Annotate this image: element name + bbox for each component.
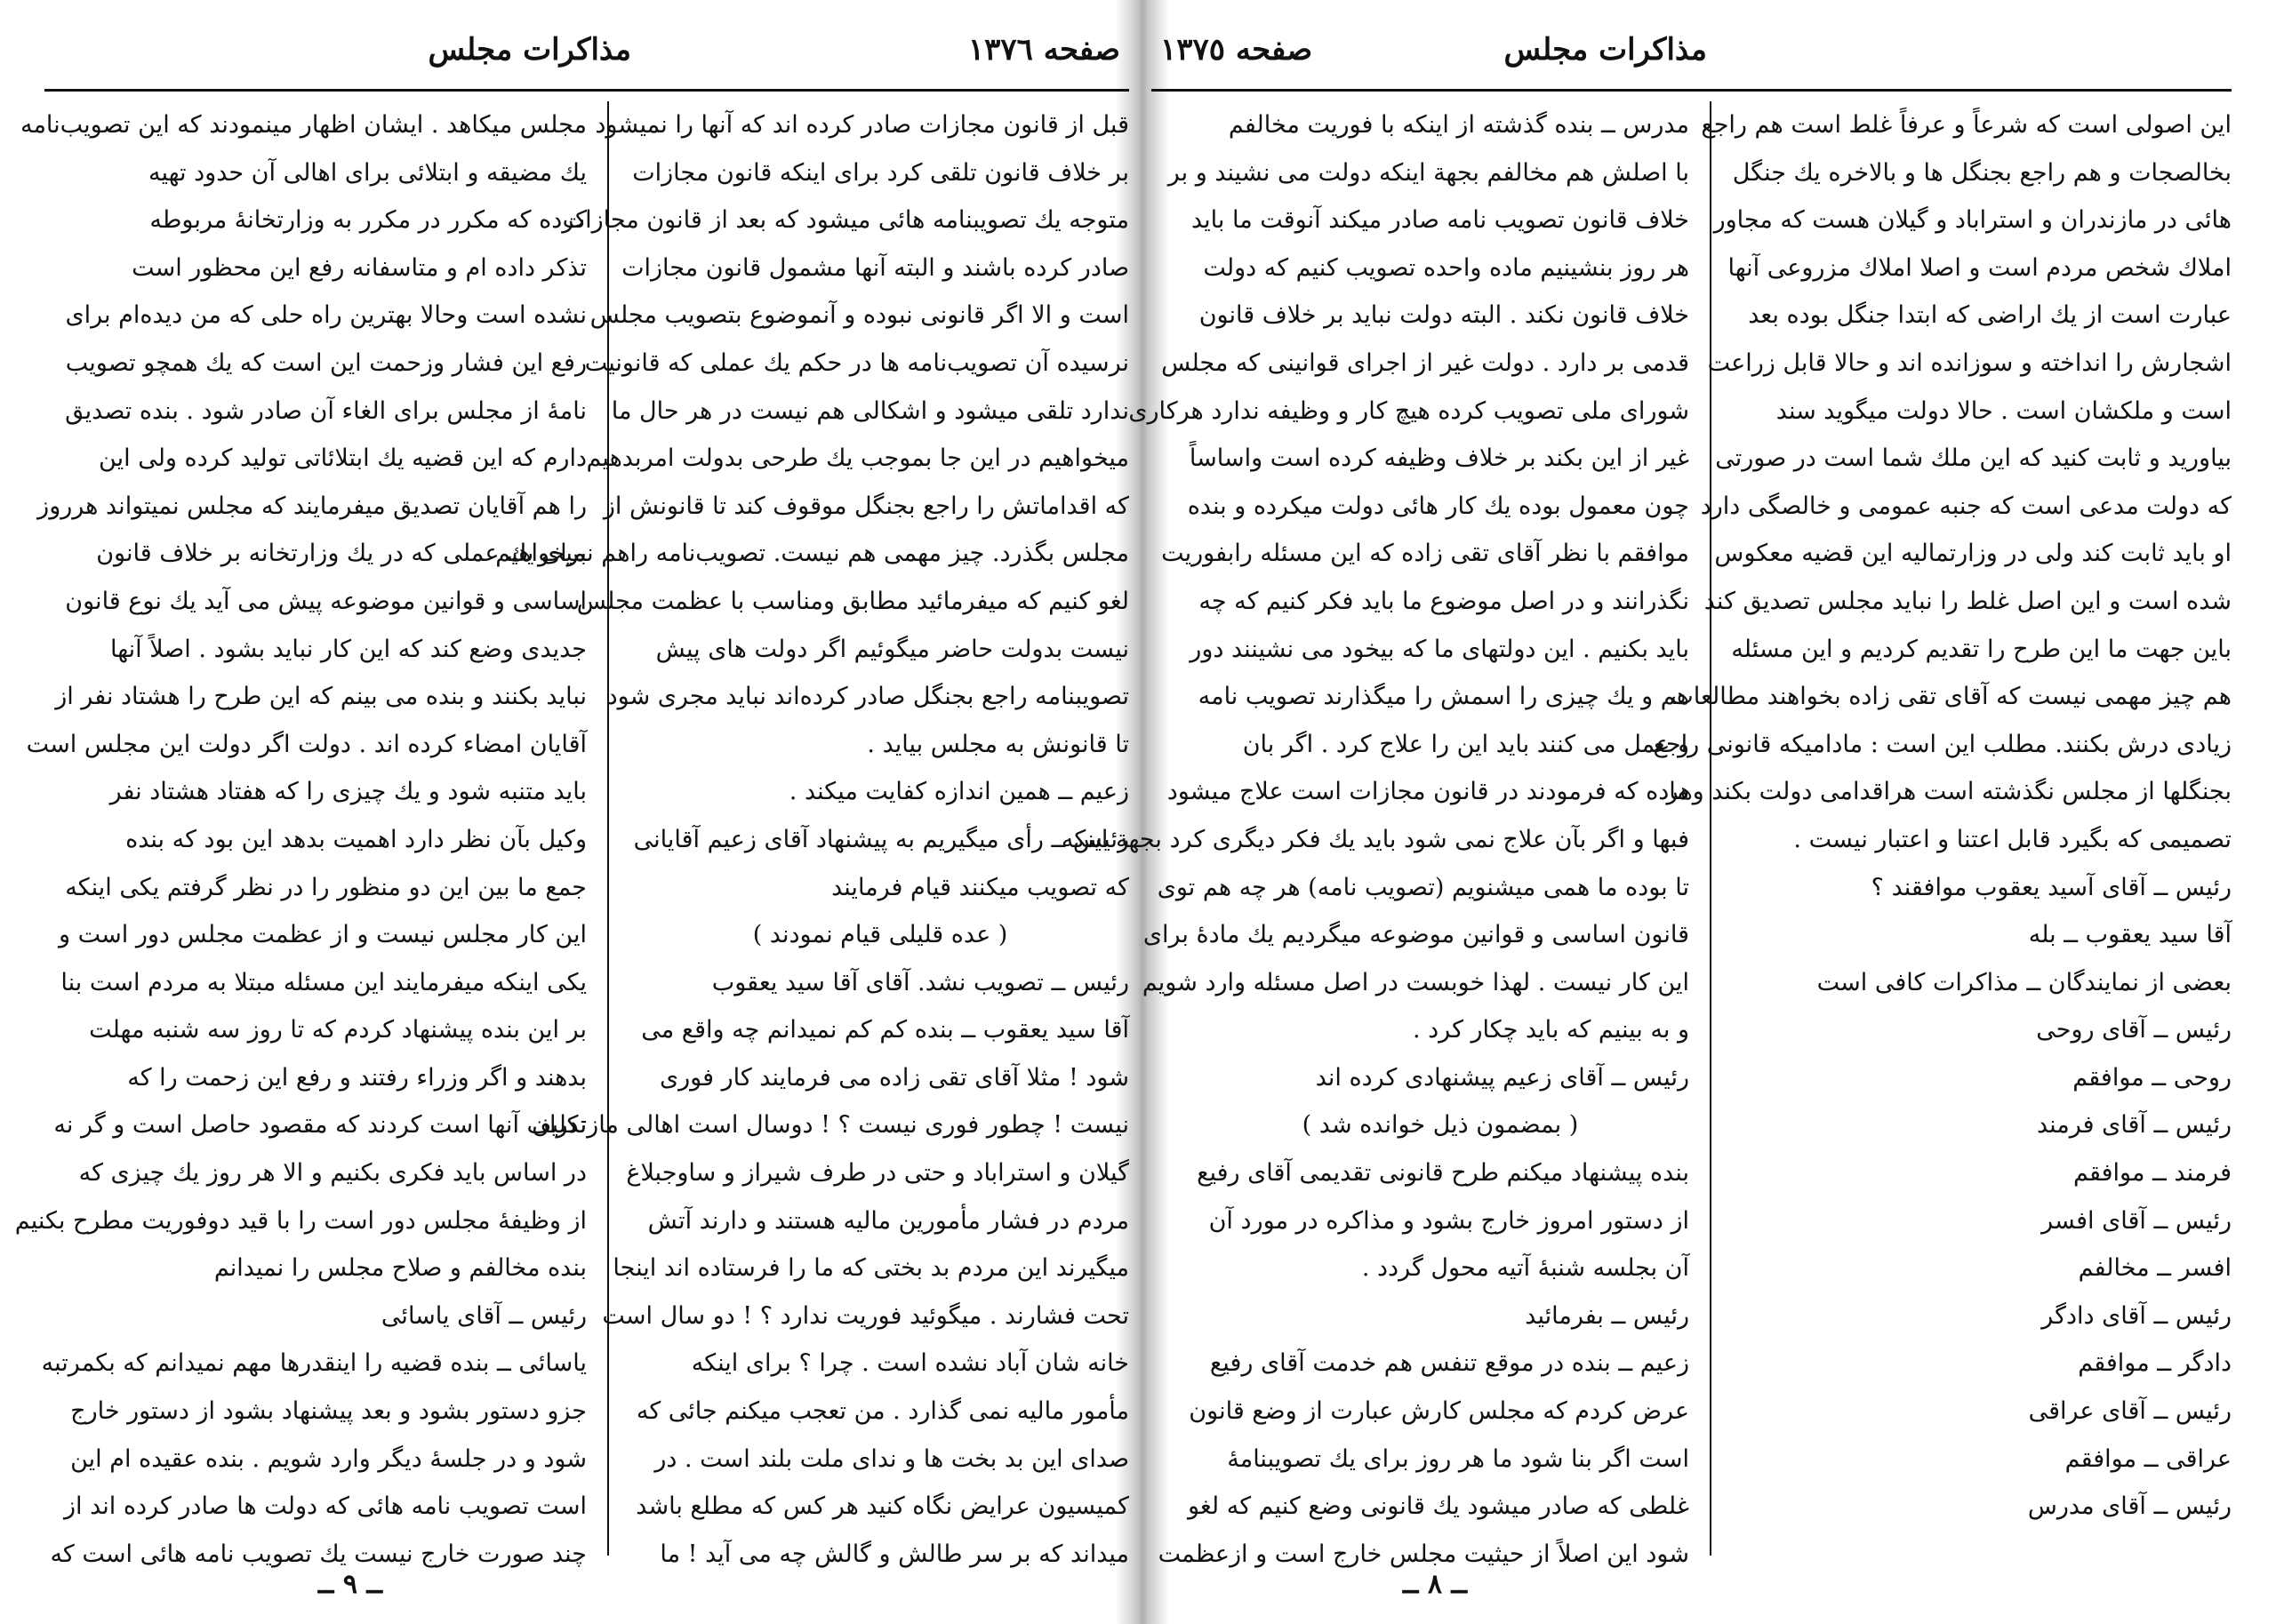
text-line: بر خلاف قانون تلقی کرد برای اینکه قانون مجازات [632, 158, 1129, 187]
text-line: رئیس ــ رأی میگیریم به پیشنهاد آقای زعیم آقایانی [633, 825, 1129, 853]
text-line: مردم در فشار مأمورین مالیه هستند و دارند آتش [647, 1206, 1129, 1235]
text-line: خلاف قانون نکند . البته دولت نباید بر خلاف قانون [1198, 301, 1689, 330]
text-columns [14, 101, 1129, 1568]
column-right [495, 101, 1129, 1568]
text-line: نباید بکنند و بنده می بینم که این طرح را هشتاد نفر از [55, 683, 587, 711]
text-line: نیست بدولت حاضر میگوئیم اگر دولت های پیش [655, 635, 1129, 663]
text-line: غیر از این بکند بر خلاف وظیفه کرده است واساساً [1189, 444, 1689, 473]
text-line: خلاف قانون تصویب نامه صادر میکند آنوقت ما باید [1190, 206, 1689, 235]
text-line: رئیس ــ بفرمائید [1525, 1301, 1689, 1330]
text-line: قدمی بر دارد . دولت غیر از اجرای قوانینی که مجلس [1161, 348, 1689, 377]
text-line: با اصلش هم مخالفم بجهة اینکه دولت می نشیند و بر [1167, 158, 1689, 187]
text-line: تا بوده ما همی میشنویم (تصویب نامه) هر چه هم توی [1157, 873, 1689, 901]
text-line: صادر کرده باشند و البته آنها مشمول قانون مجازات [621, 253, 1129, 282]
text-line: رئیس ــ آقای دادگر [2041, 1301, 2232, 1330]
text-line: ندارد تلقی میشود و اشکالی هم نیست در هر حال ما [611, 396, 1129, 425]
text-line: رئیس ــ آقای آسید یعقوب موافقند ؟ [1871, 873, 2232, 901]
text-line: تذکر داده ام و متاسفانه رفع این محظور است [132, 253, 587, 282]
text-line: این اصولی است که شرعاً و عرفاً غلط است هم راجع [1701, 111, 2232, 139]
text-line: شود ! مثلا آقای تقی زاده می فرمایند کار فوری [659, 1063, 1129, 1092]
text-line: رئیس ــ آقای عراقی [2028, 1397, 2232, 1426]
text-line: برای یك عملی که در یك وزارتخانه بر خلاف قانون [96, 540, 587, 568]
text-line: تکلیف آنها است کردند که مقصود حاصل است و گر نه [53, 1111, 587, 1140]
text-line: آقا سید یعقوب ــ بله [2028, 921, 2232, 949]
text-line: است و ملکشان است . حالا دولت میگوید سند [1775, 396, 2232, 425]
text-line: بدهند و اگر وزراء رفتند و رفع این زحمت را که [127, 1063, 587, 1092]
text-line: روحی ــ موافقم [2072, 1063, 2232, 1092]
text-line: رفع این فشار وزحمت این است که یك همچو تصویب [65, 348, 587, 377]
text-line: اشجارش را انداخته و سوزانده اند و حالا قابل زراعت [1707, 348, 2232, 377]
text-line: رئیس ــ آقای افسر [2041, 1206, 2232, 1235]
text-line: شود این اصلاً از حیثیت مجلس خارج است و ازعظمت [1158, 1540, 1689, 1568]
text-line: وکیل بآن نظر دارد اهمیت بدهد این بود که بنده [125, 825, 587, 853]
text-line: او باید ثابت کند ولی در وزارتمالیه این قضیه معکوس [1714, 540, 2232, 568]
text-line: از وظیفهٔ مجلس دور است را با قید دوفوریت مطرح بکنیم [14, 1206, 587, 1235]
text-line: قانون اساسی و قوانین موضوعه میگردیم یك مادهٔ برای [1142, 921, 1689, 949]
text-line: شده است و این اصل غلط را نباید مجلس تصدیق کند [1703, 587, 2232, 615]
text-line: رئیس ــ آقای روحی [2036, 1016, 2232, 1044]
text-line: هم و یك چیزی را اسمش را میگذارند تصویب نامه [1198, 683, 1689, 711]
text-line: از دستور امروز خارج بشود و مذاکره در مورد آن [1208, 1206, 1689, 1235]
text-line: که اقداماتش را راجع بجنگل موقوف کند تا قانونش از [603, 492, 1129, 520]
text-line: نامهٔ از مجلس برای الغاء آن صادر شود . بنده تصدیق [65, 396, 587, 425]
text-line: چند صورت خارج نیست یك تصویب نامه هائی است که [50, 1540, 587, 1568]
text-line: که تصویب میکنند قیام فرمایند [831, 873, 1129, 901]
page-footer: ــ ٩ ــ [317, 1569, 382, 1600]
text-line: رئیس ــ تصویب نشد. آقای آقا سید یعقوب [711, 968, 1129, 996]
text-line: نرسیده آن تصویب‌نامه ها در حکم یك عملی که قانونیت [584, 348, 1129, 377]
text-line: املاك شخص مردم است و اصلا املاك مزروعی آنها [1727, 253, 2232, 282]
text-line: دادگر ــ موافقم [2078, 1349, 2232, 1378]
text-line: زعیم ــ بنده در موقع تنفس هم خدمت آقای رفیع [1209, 1349, 1689, 1378]
text-line: صدای این بد بخت ها و ندای ملت بلند است . در [654, 1444, 1129, 1473]
text-line: شود و در جلسهٔ دیگر وارد شویم . بنده عقیده ام این [70, 1444, 587, 1473]
text-line: زعیم ــ همین اندازه کفایت میکند . [789, 778, 1129, 806]
text-line: میگیرند این مردم بد بختی که ما را فرستاده اند اینجا [613, 1254, 1129, 1283]
text-line: هائی در مازندران و استراباد و گیلان هست که مجاور [1713, 206, 2232, 235]
left-page [14, 27, 1129, 1609]
right-page [1061, 27, 2232, 1609]
text-line: است اگر بنا شود ما هر روز برای یك تصویبنامهٔ [1227, 1444, 1689, 1473]
text-line: ماده که فرمودند در قانون مجازات است علاج میشود [1166, 778, 1689, 806]
text-line: بعضی از نمایندگان ــ مذاکرات کافی است [1816, 968, 2232, 996]
text-line: آقایان امضاء کرده اند . دولت اگر دولت این مجلس است [26, 730, 587, 758]
text-line: بیاورید و ثابت کنید که این ملك شما است در صورتی [1715, 444, 2232, 473]
text-line: میداند که بر سر طالش و گالش چه می آید ! ما [660, 1540, 1129, 1568]
text-line: آن بجلسه شنبهٔ آتیه محول گردد . [1361, 1254, 1689, 1283]
text-line: و عمل می کنند باید این را علاج کرد . اگر بان [1242, 730, 1689, 758]
text-line: ( بمضمون ذیل خوانده شد ) [1302, 1111, 1579, 1140]
text-line: یاسائی ــ بنده قضیه را اینقدرها مهم نمیدانم که بکمرتبه [41, 1349, 587, 1378]
text-line: مجلس بگذرد. چیز مهمی هم نیست. تصویب‌نامه راهم نمیخواهیم [495, 540, 1129, 568]
text-line: زیادی درش بکنند. مطلب این است : مادامیکه قانونی راجع [1653, 730, 2232, 758]
text-line: است و الا اگر قانونی نبوده و آنموضوع بتصویب مجلس [589, 301, 1129, 330]
text-line: موافقم با نظر آقای تقی زاده که این مسئله رابفوریت [1161, 540, 1689, 568]
text-line: مدرس ــ بنده گذشته از اینکه با فوریت مخالفم [1228, 111, 1689, 139]
text-line: رئیس ــ آقای فرمند [2036, 1111, 2232, 1140]
text-line: یك مضیقه و ابتلائی برای اهالی آن حدود تهیه [148, 158, 587, 187]
text-line: خانه شان آباد نشده است . چرا ؟ برای اینکه [691, 1349, 1129, 1378]
text-line: نشده است وحالا بهترین راه حلی که من دیده‌ام برای [65, 301, 587, 330]
running-title: مذاکرات مجلس [1503, 32, 1707, 68]
text-line: نیست ! چطور فوری نیست ؟ ! دوسال است اهالی مازندران [532, 1111, 1129, 1140]
text-line: آقا سید یعقوب ــ بنده کم کم نمیدانم چه واقع می [641, 1016, 1129, 1044]
text-line: هم چیز مهمی نیست که آقای تقی زاده بخواهند مطالعات [1671, 683, 2232, 711]
text-line: تصمیمی که بگیرد قابل اعتنا و اعتبار نیست . [1793, 825, 2232, 853]
text-line: فرمند ــ موافقم [2072, 1159, 2232, 1188]
text-line: و به بینیم که باید چکار کرد . [1412, 1016, 1689, 1044]
text-line: عرض کردم که مجلس کارش عبارت از وضع قانون [1189, 1397, 1689, 1426]
column-left [1061, 101, 1689, 1568]
text-line: عبارت است از یك اراضی که ابتدا جنگل بوده بعد [1748, 301, 2232, 330]
text-line: این کار مجلس نیست و از عظمت مجلس دور است و [58, 921, 587, 949]
text-line: تحت فشارند . میگوئید فوریت ندارد ؟ ! دو سال است [602, 1301, 1129, 1330]
text-line: هر روز بنشینیم ماده واحده تصویب کنیم که دولت [1203, 253, 1689, 282]
text-line: جدیدی وضع کند که این کار نباید بشود . اصلاً آنها [110, 635, 587, 663]
page-number: صفحه ١٣٧٥ [1160, 32, 1313, 68]
text-line: باین جهت ما این طرح را تقدیم کردیم و این مسئله [1731, 635, 2232, 663]
text-line: لغو کنیم که میفرمائید مطابق ومناسب با عظمت مجلس [576, 587, 1129, 615]
text-line: در اساس باید فکری بکنیم و الا هر روز یك چیزی که [78, 1159, 587, 1188]
text-line: شورای ملی تصویب کرده هیچ کار و وظیفه ندارد هرکاری [1128, 396, 1689, 425]
text-line: ( عده قلیلی قیام نمودند ) [752, 921, 1008, 949]
text-line: رئیس ــ آقای یاسائی [381, 1301, 587, 1330]
text-line: نگذرانند و در اصل موضوع ما باید فکر کنیم که چه [1198, 587, 1689, 615]
text-line: مأمور مالیه نمی گذارد . من تعجب میکنم جائی که [636, 1397, 1129, 1426]
text-line: این کار نیست . لهذا خوبست در اصل مسئله وارد شویم [1142, 968, 1689, 996]
text-line: بنده پیشنهاد میکنم طرح قانونی تقدیمی آقای رفیع [1197, 1159, 1689, 1188]
text-line: بخالصجات و هم راجع بجنگل ها و بالاخره یك جنگل [1732, 158, 2232, 187]
text-line: یکی اینکه میفرمایند این مسئله مبتلا به مردم است بنا [60, 968, 587, 996]
text-line: تا قانونش به مجلس بیاید . [867, 730, 1129, 758]
text-line: جزو دستور بشود و بعد پیشنهاد بشود از دستور خارج [70, 1397, 587, 1426]
text-line: مجلس میکاهد . ایشان اظهار مینمودند که این تصویب‌نامه [20, 111, 587, 139]
column-left [14, 101, 587, 1568]
running-title: مذاکرات مجلس [428, 32, 631, 68]
column-right [1653, 101, 2232, 1556]
text-line: قبل از قانون مجازات صادر کرده اند که آنها را نمیشود [595, 111, 1129, 139]
text-line: دارم که این قضیه یك ابتلائاتی تولید کرده ولی این [99, 444, 587, 473]
text-line: گیلان و استراباد و حتی در طرف شیراز و ساوجبلاغ [626, 1159, 1129, 1188]
text-line: بنده مخالفم و صلاح مجلس را نمیدانم [213, 1254, 587, 1283]
text-line: متوجه یك تصویبنامه هائی میشود که بعد از قانون مجازات [562, 206, 1129, 235]
text-columns [1061, 101, 2232, 1568]
text-line: بجنگلها از مجلس نگذشته است هراقدامی دولت بکند وهر [1666, 778, 2232, 806]
text-line: که دولت مدعی است که جنبه عمومی و خالصگی دارد [1700, 492, 2232, 520]
text-line: تصویبنامه راجع بجنگل صادر کرده‌اند نباید مجری شود [606, 683, 1129, 711]
page-number: صفحه ١٣٧٦ [967, 32, 1120, 68]
text-line: باید بکنیم . این دولتهای ما که بیخود می نشینند دور [1190, 635, 1689, 663]
page-header [44, 27, 1129, 92]
text-line: چون معمول بوده یك کار هائی دولت میکرده و بنده [1187, 492, 1689, 520]
text-line: رئیس ــ آقای مدرس [2027, 1492, 2232, 1521]
text-line: بر این بنده پیشنهاد کردم که تا روز سه شنبه مهلت [89, 1016, 587, 1044]
text-line: باید متنبه شود و یك چیزی را که هفتاد هشتاد نفر [109, 778, 587, 806]
text-line: فبها و اگر بآن علاج نمی شود باید یك فکر دیگری کرد بجهة اینکه [1061, 825, 1689, 853]
text-line: عراقی ــ موافقم [2064, 1444, 2232, 1473]
page-header [1151, 27, 2232, 92]
page-footer: ــ ٨ ــ [1402, 1569, 1467, 1600]
text-line: اساسی و قوانین موضوعه پیش می آید یك نوع قانون [65, 587, 587, 615]
text-line: غلطی که صادر میشود یك قانونی وضع کنیم که لغو [1187, 1492, 1689, 1521]
text-line: میخواهیم در این جا بموجب یك طرحی بدولت امربدهیم [586, 444, 1129, 473]
text-line: کرده که مکرر در مکرر به وزارتخانهٔ مربوطه [149, 206, 587, 235]
text-line: رئیس ــ آقای زعیم پیشنهادی کرده اند [1315, 1063, 1689, 1092]
text-line: جمع ما بین این دو منظور را در نظر گرفتم یکی اینکه [65, 873, 587, 901]
text-line: را هم آقایان تصدیق میفرمایند که مجلس نمیتواند هرروز [37, 492, 587, 520]
text-line: کمیسیون عرایض نگاه کنید هر کس که مطلع باشد [636, 1492, 1129, 1521]
text-line: است تصویب نامه هائی که دولت ها صادر کرده اند از [64, 1492, 587, 1521]
text-line: افسر ــ مخالفم [2078, 1254, 2232, 1283]
